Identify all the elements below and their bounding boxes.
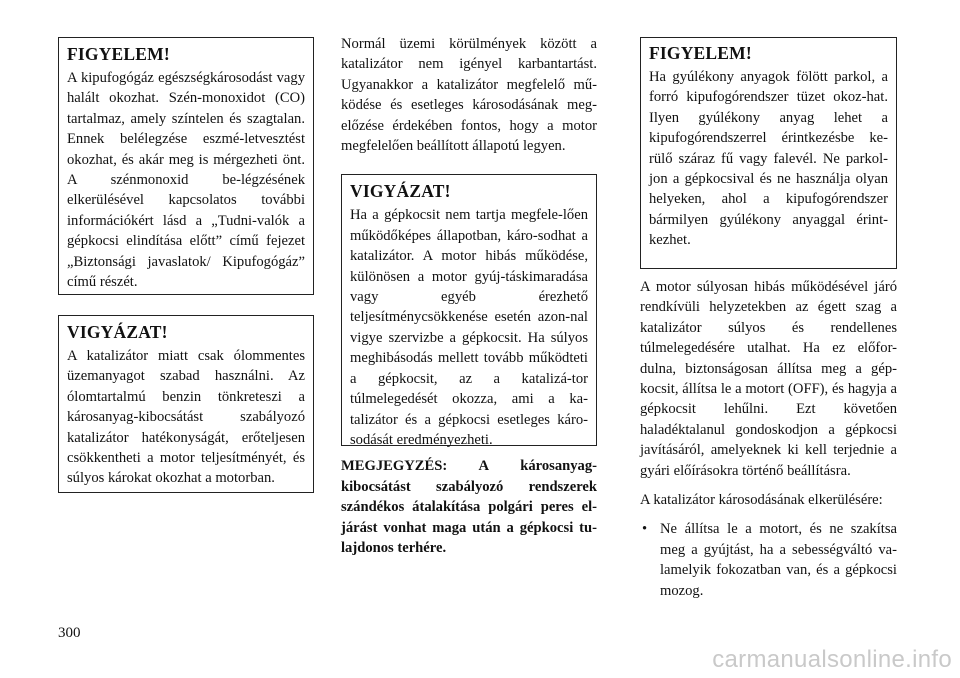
warning-box — [640, 37, 897, 269]
warning-text: A kipufogógáz egészségkárosodást vagy halált okozhat. Szén-monoxidot (CO) tartalmaz, amely színtelen és szagtalan. Ennek belélegzése eszmé-letvesztést okozhat, és akár meg is mérgezheti önt. A szénmonoxid be-légzésének elkerülésével kapcsolatos további információkért lásd a „Tudni-valók a gépkocsi elindítása előtt” című fejezet „Biztonsági javaslatok/ Kipufogógáz” című részét. — [67, 70, 305, 291]
caution-text: A katalizátor miatt csak ólommentes üzemanyagot szabad használni. Az ólomtartalmú benzin tönkreteszi a károsanyag-kibocsátást szabályozó katalizátor hatékonyságát, erőteljesen csökkentheti a motor teljesítményét, és súlyos károkat okozhat a motorban. — [67, 348, 305, 487]
note-paragraph: MEGJEGYZÉS: A károsanyag-kibocsátást szabályozó rendszerek szándékos átalakítása polgári peres el-járást vonhat maga után a gépkocsi tu-lajdonos terhére. — [341, 458, 597, 557]
intro-paragraph: Normál üzemi körülmények között a katalizátor nem igényel karbantartást. Ugyanakkor a katalizátor megfelelő mű-ködése és esetleges károsodásának meg-előzése érdekében fontos, hogy a motor megfelelően beállított állapotú legyen. — [341, 36, 597, 155]
column-3 — [640, 37, 897, 601]
warning-text: Ha gyúlékony anyagok fölött parkol, a forró kipufogórendszer tüzet okoz-hat. Ilyen gyúlékony anyag lehet a kipufogórendszerrel érintkezésbe ke-rülő száraz fű vagy falevél. Ne parkol-jon a gépkocsival és ne használja olyan helyeken, ahol a kipufogórendszer bármilyen gyúlékony anyaggal érint-kezhet. — [649, 69, 888, 249]
warning-box — [58, 37, 314, 295]
warning-title: FIGYELEM! — [67, 44, 170, 64]
caution-box — [341, 174, 597, 446]
column-1 — [58, 37, 314, 493]
body-paragraph: A motor súlyosan hibás működésével járó rendkívüli helyzetekben az égett szag a katalizátor súlyos és rendellenes túlmelegedésére utalhat. Ha ez előfor-dulna, biztonságosan állítsa meg a gép-kocsit, állítsa le a motort (OFF), és hagyja a gépkocsit lehűlni. Ezt követően haladéktalanul gondoskodjon a gépkocsi javításáról, amelyeknek ki kell terjednie a gyári előírásokra történő beállításra. — [640, 279, 897, 479]
caution-text: Ha a gépkocsit nem tartja megfele-lően működőképes állapotban, káro-sodhat a katalizátor. A motor hibás működése, különösen a motor gyúj-táskimaradása vagy egyéb érezhető teljesítménycsökkenése esetén azon-nal vigye szervizbe a gépkocsit. Ha súlyos meghibásodás mellett tovább működteti a gépkocsit, az a katalizá-tor túlmelegedését okozza, ami a ka-talizátor és a gépkocsi esetleges káro-sodását eredményezheti. — [350, 207, 588, 448]
body-paragraph: A katalizátor károsodásának elkerülésére: — [640, 492, 883, 509]
page-number: 300 — [58, 625, 81, 641]
caution-box — [58, 315, 314, 493]
column-2 — [341, 37, 597, 558]
warning-title: FIGYELEM! — [649, 43, 752, 63]
list-item — [640, 519, 897, 601]
watermark: carmanualsonline.info — [712, 646, 952, 673]
bullet-icon: • — [642, 521, 648, 538]
caution-title: VIGYÁZAT! — [67, 322, 168, 342]
caution-title: VIGYÁZAT! — [350, 181, 451, 202]
list-item-text: Ne állítsa le a motort, és ne szakítsa meg a gyújtást, ha a sebességváltó va-lamelyik fokozatban van, és a gépkocsi mozog. — [660, 521, 897, 599]
